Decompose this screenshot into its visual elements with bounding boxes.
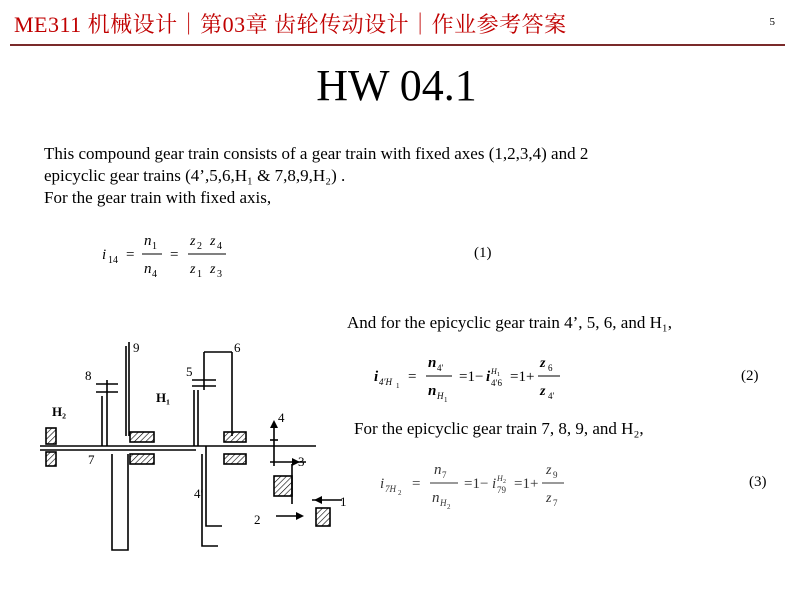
svg-text:z: z [210, 234, 216, 249]
label-carrier-h2: H₂ [52, 404, 67, 419]
svg-text:2: 2 [503, 479, 506, 485]
svg-text:7: 7 [553, 498, 558, 508]
svg-text:=1+: =1+ [514, 476, 539, 492]
gear-train-diagram [36, 336, 352, 566]
svg-text:1: 1 [444, 396, 448, 404]
svg-text:z: z [540, 384, 546, 399]
svg-text:=: = [170, 247, 179, 263]
svg-text:z: z [540, 356, 546, 371]
svg-text:6: 6 [548, 363, 553, 373]
course-title: ME311 机械设计｜第03章 齿轮传动设计｜作业参考答案 [14, 12, 567, 37]
svg-text:1: 1 [396, 382, 400, 390]
svg-text:z: z [190, 262, 196, 277]
svg-text:H: H [497, 474, 503, 483]
equation-1 [100, 228, 250, 284]
svg-text:i: i [492, 476, 497, 492]
svg-text:i: i [486, 369, 491, 385]
slide-title: HW 04.1 [316, 61, 477, 110]
svg-text:=: = [408, 369, 417, 385]
intro-line-1: This compound gear train consists of a gear train with fixed axes (1,2,3,4) and 2 [44, 144, 589, 163]
svg-text:4′: 4′ [437, 363, 444, 373]
svg-text:9: 9 [553, 470, 558, 480]
svg-text:1: 1 [197, 269, 202, 280]
svg-text:i: i [374, 369, 379, 385]
equation-3-number: (3) [749, 474, 767, 490]
svg-text:4′: 4′ [548, 391, 555, 401]
svg-text:4′H: 4′H [379, 377, 392, 387]
svg-text:1: 1 [152, 241, 157, 252]
svg-text:1: 1 [497, 372, 500, 378]
course-header [14, 8, 567, 39]
label-gear-4: 4 [278, 410, 285, 425]
equation-2 [372, 350, 602, 406]
svg-text:n: n [432, 490, 440, 506]
label-gear-9: 9 [133, 340, 140, 355]
epicyclic-1-text: And for the epicyclic gear train 4’, 5, 6, and H₁, [347, 313, 673, 332]
svg-text:n: n [428, 383, 437, 399]
label-carrier-h1: H₁ [156, 390, 171, 405]
svg-text:4: 4 [152, 269, 157, 280]
svg-text:i: i [380, 476, 385, 492]
svg-text:n: n [428, 355, 437, 371]
svg-text:H: H [440, 498, 447, 508]
svg-text:H: H [437, 391, 444, 401]
equation-2-number: (2) [741, 368, 759, 384]
label-gear-8: 8 [85, 368, 92, 383]
page-number: 5 [769, 16, 775, 28]
svg-text:7H: 7H [385, 484, 396, 494]
svg-text:n: n [144, 261, 152, 277]
intro-line-2: epicyclic gear trains (4’,5,6,H₁ & 7,8,9,H₂) . [44, 166, 346, 185]
epicyclic-2-text: For the epicyclic gear train 7, 8, 9, and H₂, [354, 419, 644, 438]
label-gear-4-prime: 4′ [194, 486, 204, 501]
svg-text:z: z [546, 463, 552, 478]
svg-text:7: 7 [442, 470, 447, 480]
svg-text:=1−: =1− [459, 369, 484, 385]
svg-text:4: 4 [217, 241, 222, 252]
intro-line-3: For the gear train with fixed axis, [44, 188, 272, 207]
svg-text:79: 79 [497, 485, 506, 495]
svg-text:H: H [491, 367, 497, 376]
svg-text:z: z [210, 262, 216, 277]
label-gear-1: 1 [340, 494, 347, 509]
intro-paragraph [44, 143, 588, 209]
svg-text:=1−: =1− [464, 476, 489, 492]
svg-text:2: 2 [447, 503, 451, 511]
label-gear-3: 3 [298, 454, 305, 469]
label-gear-5: 5 [186, 364, 193, 379]
svg-text:z: z [190, 234, 196, 249]
svg-text:n: n [144, 233, 152, 249]
svg-text:14: 14 [108, 255, 118, 266]
equation-1-number: (1) [474, 245, 492, 261]
svg-text:=: = [412, 476, 421, 492]
svg-text:i: i [102, 247, 107, 263]
header-divider [10, 44, 785, 46]
svg-text:3: 3 [217, 269, 222, 280]
svg-text:z: z [546, 491, 552, 506]
label-gear-7: 7 [88, 452, 95, 467]
svg-text:2: 2 [197, 241, 202, 252]
svg-text:4′6: 4′6 [491, 378, 502, 388]
equation-3 [378, 455, 608, 515]
svg-text:=: = [126, 247, 135, 263]
svg-text:=1+: =1+ [510, 369, 535, 385]
label-gear-6: 6 [234, 340, 241, 355]
svg-text:n: n [434, 462, 442, 478]
label-gear-2: 2 [254, 512, 261, 527]
svg-text:2: 2 [398, 489, 402, 497]
